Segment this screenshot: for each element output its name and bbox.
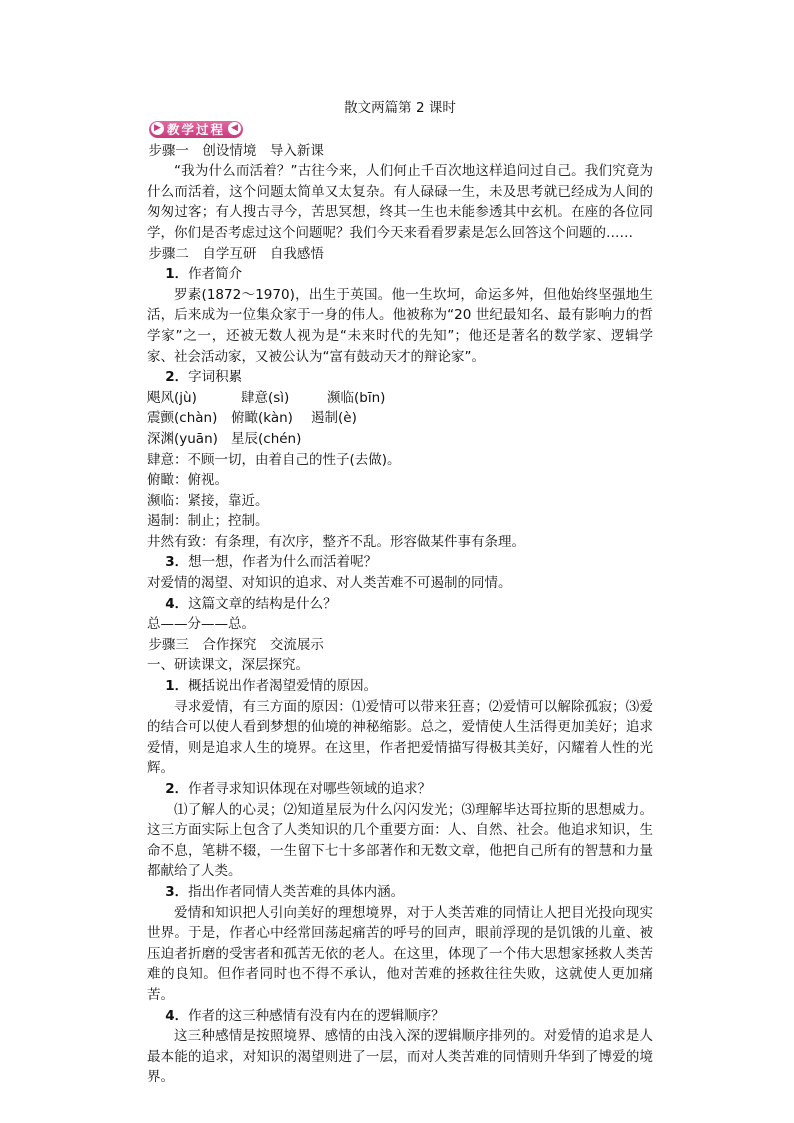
question [147,594,653,615]
question-text: 作者寻求知识体现在对哪些领域的追求？ [188,781,432,797]
section-banner [149,120,243,137]
answer: ⑴了解人的心灵；⑵知道星辰为什么闪闪发光；⑶理解毕达哥拉斯的思想威力。这三方面实际上包含了人类知识的几个重要方面：人、自然、社会。他追求知识，生命不息，笔耕不辍，一生留下七十多部著作和无数文章，他把自己所有的智慧和力量都献给了人类。 [147,801,653,880]
answer: 这三种感情是按照境界、感情的由浅入深的逻辑顺序排列的。对爱情的追求是人最本能的追求，对知识的渴望则进了一层，而对人类苦难的同情则升华到了博爱的境界。 [147,1028,653,1086]
subheading-vocab [147,367,653,388]
banner-label: 教学过程 [149,121,243,138]
vocab-word: 飓风(jù) [147,389,197,406]
item-title: 字词积累 [188,369,243,386]
vocab-word: 肆意(sì) [241,389,290,406]
definition: 肆意：不顾一切，由着自己的性子(去做)。 [147,451,401,468]
answer: 总——分——总。 [147,616,255,633]
arrow-left-icon: ◀ [228,122,241,135]
item-number: 4． [165,1007,189,1024]
vocab-word: 星辰(chén) [231,430,302,447]
answer: 对爱情的渴望、对知识的追求、对人类苦难不可遏制的同情。 [147,575,512,592]
step-heading-1: 步骤一 创设情境 导入新课 [148,142,324,159]
vocab-word: 遏制(è) [311,410,357,427]
step-heading-2: 步骤二 自学互研 自我感悟 [148,245,324,262]
step-heading-3: 步骤三 合作探究 交流展示 [148,636,324,653]
question-text: 概括说出作者渴望爱情的原因。 [188,678,378,695]
arrow-right-icon: ▶ [151,122,164,135]
vocab-word: 震颤(chàn) [147,410,218,427]
question [147,1006,653,1027]
vocab-row [147,408,653,429]
item-number: 2． [165,369,189,386]
question-text: 指出作者同情人类苦难的具体内涵。 [188,883,405,900]
question [147,779,653,800]
item-number: 2． [165,781,189,797]
question [147,882,653,903]
author-bio: 罗素(1872～1970)，出生于英国。他一生坎坷，命运多舛，但他始终坚强地生活，后来成为一位集众家于一身的伟人。他被称为“20 世纪最知名、最有影响力的哲学家”之一，还被无数人视为是“未来时代的先知”；他还是著名的数学家、逻辑学家、社会活动家，又被公认为“富有鼓动天才的辩论家”。 [147,286,653,365]
vocab-word: 深渊(yuān) [147,430,218,447]
document-content [147,98,653,1088]
item-number: 1． [165,678,189,695]
vocab-word: 濒临(bīn) [327,389,386,406]
item-number: 3． [165,554,189,571]
question-text: 作者的这三种感情有没有内在的逻辑顺序？ [188,1007,445,1024]
question-text: 想一想，作者为什么而活着呢？ [188,554,378,571]
vocab-word: 俯瞰(kàn) [231,410,293,427]
answer: 寻求爱情，有三方面的原因：⑴爱情可以带来狂喜；⑵爱情可以解除孤寂；⑶爱的结合可以使人看到梦想的仙境的神秘缩影。总之，爱情使人生活得更加美好；追求爱情，则是追求人生的境界。在这里，作者把爱情描写得极其美好，闪耀着人性的光辉。 [147,698,653,777]
item-number: 3． [165,883,189,900]
definition: 濒临：紧接，靠近。 [147,492,269,509]
intro-paragraph: “我为什么而活着？”古往今来，人们何止千百次地这样追问过自己。我们究竟为什么而活着，这个问题太简单又太复杂。有人碌碌一生，未及思考就已经成为人间的匆匆过客；有人搜古寻今，苦思冥想，终其一生也未能参透其中玄机。在座的各位同学，你们是否考虑过这个问题呢？我们今天来看看罗素是怎么回答这个问题的…… [147,163,653,241]
vocab-row [147,388,653,409]
item-number: 1． [165,266,189,283]
question [147,552,653,573]
page-title: 散文两篇第 2 课时 [344,100,456,116]
definition: 遏制：制止；控制。 [147,513,269,530]
subheading-author [147,264,653,285]
question-text: 这篇文章的结构是什么？ [188,595,337,612]
question [147,676,653,697]
definition: 井然有致：有条理，有次序，整齐不乱。形容做某件事有条理。 [147,533,525,550]
definition: 俯瞰：俯视。 [147,472,228,489]
item-title: 作者简介 [188,266,243,283]
part-heading: 一、研读课文，深层探究。 [147,657,309,674]
vocab-row [147,429,653,450]
answer: 爱情和知识把人引向美好的理想境界，对于人类苦难的同情让人把目光投向现实世界。于是，作者心中经常回荡起痛苦的呼号的回声，眼前浮现的是饥饿的儿童、被压迫者折磨的受害者和孤苦无依的老人。在这里，体现了一个伟大思想家拯救人类苦难的良知。但作者同时也不得不承认，他对苦难的拯救往往失败，这就使人更加痛苦。 [147,904,653,1003]
item-number: 4． [165,595,189,612]
